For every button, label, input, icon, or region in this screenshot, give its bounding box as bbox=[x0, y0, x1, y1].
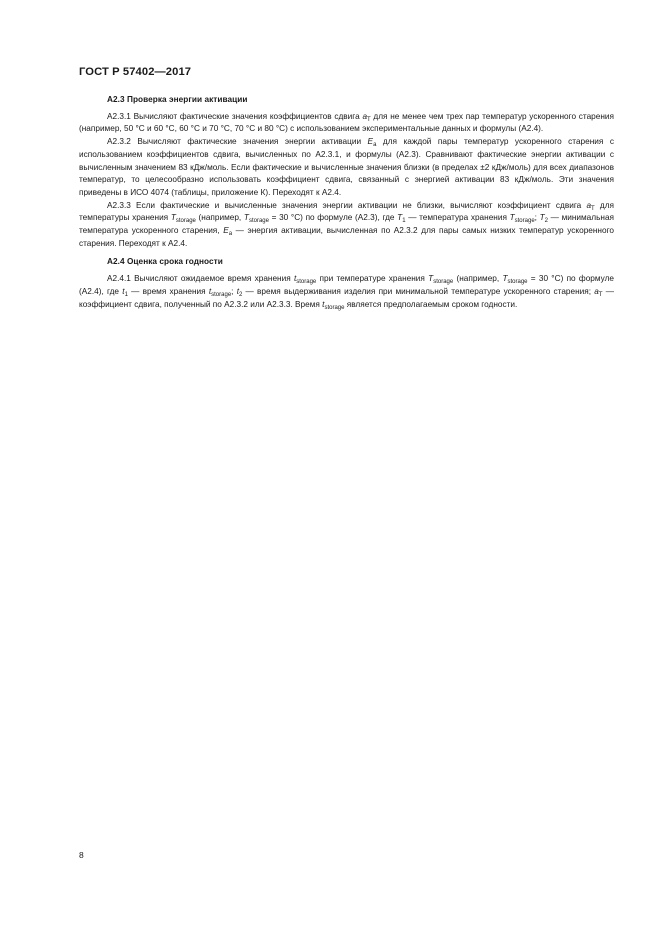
document-body bbox=[79, 94, 614, 311]
paragraph-a2-3-1: А2.3.1 Вычисляют фактические значения коэффициентов сдвига $a_T$ для не менее чем трех пар температур ускоренного старения (например, 50 °С и 60 °С, 60 °С и 70 °С, 70 °С и 80 °С) с использованием экспериментальные данных и формулы (А2.4). bbox=[79, 111, 614, 134]
section-a2-3 bbox=[79, 94, 614, 250]
paragraph-a2-4-1: А2.4.1 Вычисляют ожидаемое время хранения $t_{storage}$ при температуре хранения $T_{storage}$ (например, $T_{storage} = 30$ °С) по формуле (А2.4), где $t_1$ — время хранения $t_{storage}$; $t_2$ — время выдерживания изделия при минимальной температуре ускоренного старения; $a_T$ — коэффициент сдвига, полученный по А2.3.2 или А2.3.3. Время $t_{storage}$ является предполагаемым сроком годности. bbox=[79, 274, 615, 311]
paragraph-a2-3-2: А2.3.2 Вычисляют фактические значения энергии активации $E_a$ для каждой пары температур ускоренного старения с использованием коэффициентов сдвига, вычисленных по А2.3.1, и формулы (А2.3). Сравнивают фактические энергии активации с вычисленным значением 83 кДж/моль. Если фактические и вычисленные значения близки (в пределах ±2 кДж/моль) для всех диапазонов температур, то целесообразно использовать коэффициент сдвига, связанный с энергией активации 83 кДж/моль. Эти значения приведены в ИСО 4074 (таблицы, приложение К). Переходят к А2.4. bbox=[79, 137, 614, 197]
paragraph-a2-3-3: А2.3.3 Если фактические и вычисленные значения энергии активации не близки, вычисляют коэффициент сдвига $a_T$ для температуры хранения $T_{storage}$ (например, $T_{storage} = 30$ °С) по формуле (А2.3), где $T_1$ — температура хранения $T_{storage}$; $T_2$ — минимальная температура ускоренного старения, $E_a$ — энергия активации, вычисленная по А2.3.2 для пары самых низких температур ускоренного старения. Переходят к А2.4. bbox=[79, 200, 614, 248]
section-a2-4 bbox=[79, 256, 614, 311]
section-heading: А2.4 Оценка срока годности bbox=[107, 257, 223, 267]
section-heading: А2.3 Проверка энергии активации bbox=[107, 95, 248, 104]
page-number: 8 bbox=[79, 850, 84, 860]
document-header: ГОСТ Р 57402—2017 bbox=[79, 66, 192, 78]
